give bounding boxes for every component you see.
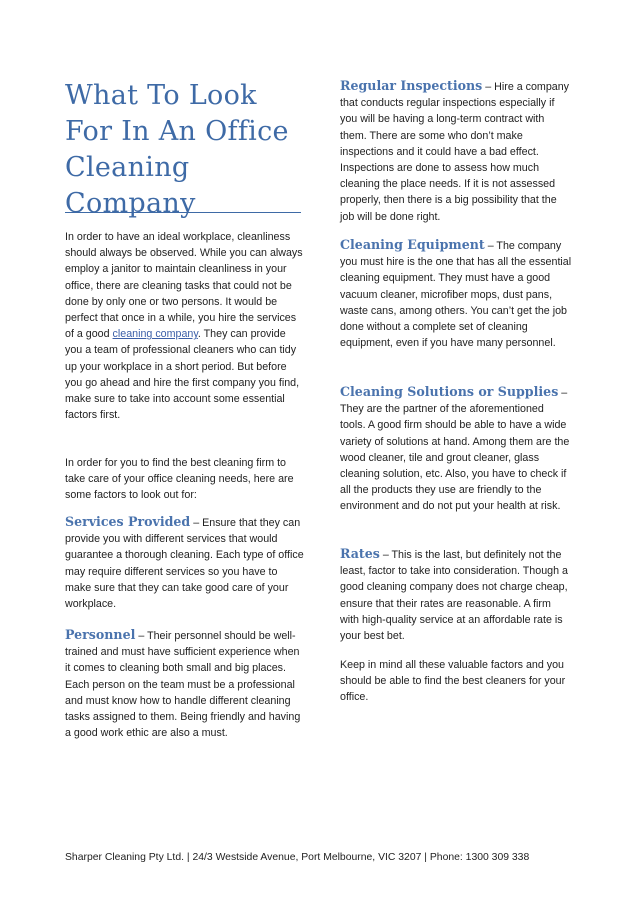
rates-heading: Rates	[340, 546, 380, 561]
solutions-text: – They are the partner of the aforementioned tools. A good firm should be able to have a wide variety of solutions at hand. Among them are the wood cleaner, tile and grout cleaner, glass cleaning solution, etc. Also, you have to check if all the products they use are friendly to the environment and do not put your health at risk.	[340, 387, 570, 513]
personnel-section	[65, 627, 305, 741]
closing-paragraph: Keep in mind all these valuable factors and you should be able to find the best cleaners for your office.	[340, 659, 566, 704]
equipment-heading: Cleaning Equipment	[340, 237, 485, 252]
inspections-section	[340, 78, 572, 225]
services-section	[65, 514, 305, 612]
page-title: What To Look For In An Office Cleaning Company	[65, 80, 289, 219]
intro-paragraph-2: In order for you to find the best cleaning firm to take care of your office cleaning needs, here are some factors to look out for:	[65, 457, 294, 502]
solutions-section	[340, 384, 572, 515]
services-text: – Ensure that they can provide you with different services that would guarantee a thorough cleaning. Each type of office may require different services so you have to make sure that they can take good care of your workplace.	[65, 517, 304, 611]
intro-text-before-link: In order to have an ideal workplace, cleanliness should always be observed. While you can always employ a janitor to maintain cleanliness in your office, there are cleaning tasks that could not be done by only one or two persons. It would be perfect that once in a while, you hire the services of a good	[65, 231, 303, 341]
services-heading: Services Provided	[65, 514, 191, 529]
intro-paragraph	[65, 229, 305, 423]
equipment-section	[340, 237, 572, 351]
rates-section	[340, 546, 572, 644]
personnel-text: – Their personnel should be well-trained and must have sufficient experience when it comes to cleaning both small and big places. Each person on the team must be a professional and must know how to handle different cleaning tasks assigned to them. Being friendly and having a good work ethic are also a must.	[65, 630, 301, 740]
inspections-text: – Hire a company that conducts regular inspections especially if you will be having a long-term contract with them. There are some who don’t make inspections and it could have a bad effect. Inspections are done to assess how much cleaning the place needs. If it is not assessed properly, then there is a big possibility that the job will be done right.	[340, 81, 570, 223]
equipment-text: – The company you must hire is the one that has all the essential cleaning equipment. They must have a good vacuum cleaner, microfiber mops, dust pans, waste cans, among others. You can’t get the job done without a complete set of cleaning equipment, even if you have many personnel.	[340, 240, 572, 350]
cleaning-company-link[interactable]: cleaning company	[112, 328, 198, 341]
solutions-heading: Cleaning Solutions or Supplies	[340, 384, 559, 399]
intro-text-after-link: . They can provide you a team of professional cleaners who can tidy up your workplace in a short period. But before you go ahead and hire the first company you find, make sure to take into account some essential factors first.	[65, 328, 300, 422]
rates-text: – This is the last, but definitely not the least, factor to take into consideration. Though a good cleaning company does not charge cheap, ensure that their rates are reasonable. A firm with high-quality service at an affordable rate is your best bet.	[340, 549, 568, 643]
title-divider	[65, 212, 301, 213]
personnel-heading: Personnel	[65, 627, 136, 642]
inspections-heading: Regular Inspections	[340, 78, 483, 93]
footer-contact: Sharper Cleaning Pty Ltd. | 24/3 Westside Avenue, Port Melbourne, VIC 3207 | Phone: 1300 309 338	[65, 852, 530, 863]
